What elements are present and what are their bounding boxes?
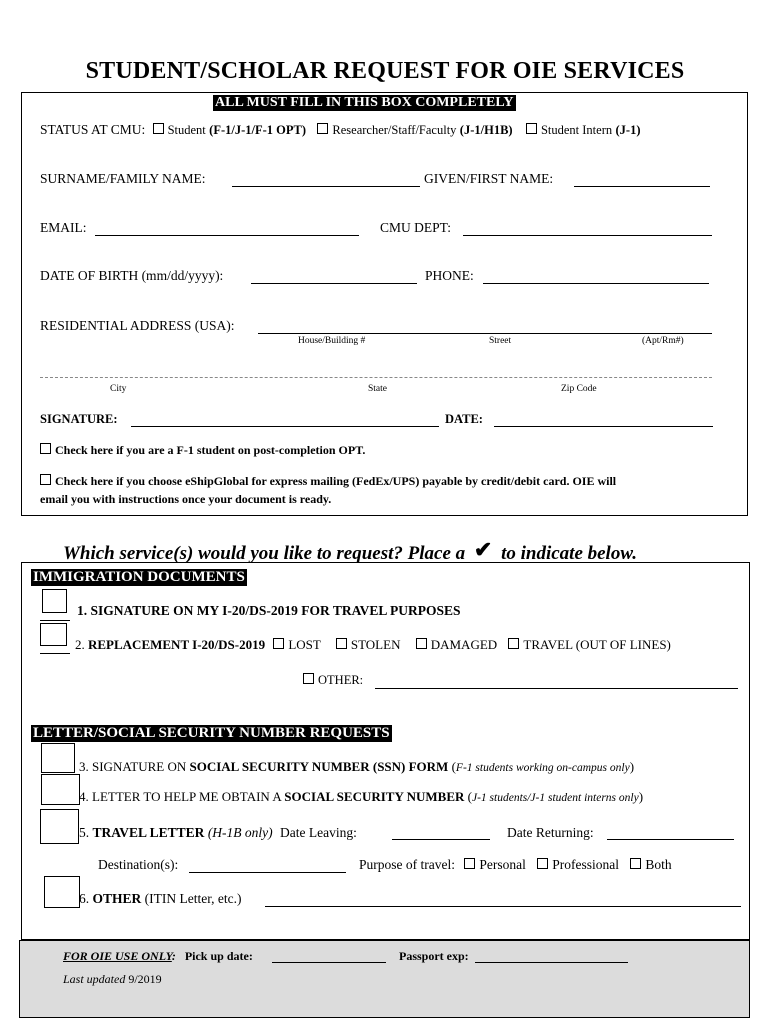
destination-field[interactable] — [189, 872, 346, 873]
item2-damaged-checkbox[interactable] — [416, 638, 427, 649]
item3-bold: SOCIAL SECURITY NUMBER (SSN) FORM — [189, 759, 449, 774]
pickup-field[interactable] — [272, 962, 386, 963]
status-student-label: Student — [167, 123, 206, 137]
item2-bold: REPLACEMENT I-20/DS-2019 — [88, 637, 266, 652]
question-text-after: to indicate below. — [501, 543, 638, 564]
opt-row — [40, 443, 365, 458]
updated-row — [63, 972, 162, 987]
item2-damaged-label: DAMAGED — [430, 637, 498, 652]
opt-checkbox[interactable] — [40, 443, 51, 454]
dob-field[interactable] — [251, 283, 417, 284]
item6-prefix: 6. — [79, 891, 90, 906]
opt-text: Check here if you are a F-1 student on post-completion OPT. — [55, 443, 366, 457]
purpose-row — [359, 857, 672, 873]
item6-bold: OTHER — [92, 891, 142, 906]
eship-text-line1: Check here if you choose eShipGlobal for express mailing (FedEx/UPS) payable by credit/debit card. OIE will — [55, 474, 617, 488]
eship-checkbox[interactable] — [40, 474, 51, 485]
date-returning-field[interactable] — [607, 839, 734, 840]
item3-paren-open: ( — [451, 759, 456, 774]
purpose-professional-checkbox[interactable] — [537, 858, 548, 869]
signature-label: SIGNATURE: — [40, 412, 118, 426]
updated-label: Last updated — [63, 972, 126, 986]
item5-row — [79, 825, 357, 841]
purpose-label: Purpose of travel: — [359, 857, 455, 872]
item2-underline — [40, 653, 70, 654]
status-intern-checkbox[interactable] — [526, 123, 537, 134]
purpose-both-checkbox[interactable] — [630, 858, 641, 869]
item2-travel-checkbox[interactable] — [508, 638, 519, 649]
other-checkbox[interactable] — [303, 673, 314, 684]
status-student-qual: (F-1/J-1/F-1 OPT) — [209, 123, 307, 137]
service-question — [63, 537, 637, 565]
purpose-both-label: Both — [645, 857, 672, 872]
destination-label: Destination(s): — [98, 857, 179, 872]
other-label: OTHER: — [318, 673, 364, 687]
office-colon: : — [171, 949, 176, 963]
item5-italic: (H-1B only) — [207, 825, 273, 840]
pickup-label: Pick up date: — [184, 949, 253, 963]
given-label: GIVEN/FIRST NAME: — [424, 171, 554, 186]
item2-travel-label: TRAVEL (OUT OF LINES) — [523, 637, 671, 652]
address-label: RESIDENTIAL ADDRESS (USA): — [40, 318, 235, 333]
item3-italic: F-1 students working on-campus only — [455, 762, 630, 774]
address-apt-caption: (Apt/Rm#) — [642, 336, 684, 346]
address-state-caption: State — [368, 384, 387, 394]
other-row — [303, 673, 363, 688]
given-field[interactable] — [574, 186, 710, 187]
date-field[interactable] — [494, 426, 713, 427]
status-intern-label: Student Intern — [540, 123, 613, 137]
date-label: DATE: — [445, 412, 483, 426]
status-researcher-checkbox[interactable] — [317, 123, 328, 134]
email-field[interactable] — [95, 235, 359, 236]
item1-text: 1. SIGNATURE ON MY I-20/DS-2019 FOR TRAVEL PURPOSES — [77, 603, 461, 618]
item4-checkbox[interactable] — [41, 774, 80, 805]
item6-field[interactable] — [265, 906, 741, 907]
status-student-checkbox[interactable] — [153, 123, 164, 134]
item6-row — [79, 891, 242, 907]
eship-row — [40, 474, 616, 489]
immigration-banner: IMMIGRATION DOCUMENTS — [33, 569, 245, 585]
item1-underline — [40, 620, 70, 621]
email-label: EMAIL: — [40, 220, 87, 235]
address-street-caption: Street — [489, 336, 512, 346]
item2-lost-checkbox[interactable] — [273, 638, 284, 649]
question-text-before: Which service(s) would you like to request? Place a — [63, 543, 466, 564]
item5-bold: TRAVEL LETTER — [92, 825, 205, 840]
signature-field[interactable] — [131, 426, 439, 427]
surname-field[interactable] — [232, 186, 420, 187]
item2-stolen-checkbox[interactable] — [336, 638, 347, 649]
letters-banner: LETTER/SOCIAL SECURITY NUMBER REQUESTS — [33, 725, 390, 741]
item1-checkbox[interactable] — [42, 589, 67, 613]
item3-row — [79, 759, 634, 775]
status-researcher-label: Researcher/Staff/Faculty — [332, 123, 457, 137]
item4-bold: SOCIAL SECURITY NUMBER — [284, 789, 465, 804]
item3-prefix: 3. SIGNATURE ON — [79, 759, 187, 774]
dept-label: CMU DEPT: — [380, 220, 451, 235]
status-label: STATUS AT CMU: — [40, 122, 146, 137]
item2-prefix: 2. — [75, 637, 85, 652]
purpose-professional-label: Professional — [552, 857, 619, 872]
item4-italic: J-1 students/J-1 student interns only — [471, 792, 639, 804]
status-intern-qual: (J-1) — [615, 123, 641, 137]
item3-checkbox[interactable] — [41, 743, 75, 773]
eship-text-line2: email you with instructions once your document is ready. — [40, 492, 332, 506]
status-row — [40, 122, 641, 138]
passport-field[interactable] — [475, 962, 628, 963]
item2-lost-label: LOST — [288, 637, 321, 652]
passport-label: Passport exp: — [399, 949, 469, 963]
address-line2-field[interactable] — [40, 377, 712, 378]
item6-rest: (ITIN Letter, etc.) — [144, 891, 242, 906]
item2-checkbox[interactable] — [40, 623, 67, 646]
item4-paren-close: ) — [638, 789, 644, 804]
item3-paren-close: ) — [629, 759, 635, 774]
office-row — [63, 949, 253, 964]
surname-label: SURNAME/FAMILY NAME: — [40, 171, 206, 186]
item2-stolen-label: STOLEN — [350, 637, 401, 652]
item2-row — [75, 637, 671, 653]
item4-prefix: 4. LETTER TO HELP ME OBTAIN A — [79, 789, 282, 804]
page-title: STUDENT/SCHOLAR REQUEST FOR OIE SERVICES — [85, 58, 685, 84]
updated-date: 9/2019 — [128, 972, 162, 986]
section1-banner: ALL MUST FILL IN THIS BOX COMPLETELY — [215, 95, 514, 110]
checkmark-icon: ✔ — [473, 537, 493, 562]
dept-field[interactable] — [463, 235, 712, 236]
purpose-personal-label: Personal — [479, 857, 526, 872]
address-line1-field[interactable] — [258, 333, 712, 334]
other-field[interactable] — [375, 688, 738, 689]
address-city-caption: City — [110, 384, 127, 394]
office-label: FOR OIE USE ONLY — [63, 949, 172, 963]
date-returning-label: Date Returning: — [507, 825, 594, 840]
item1-row — [77, 603, 461, 619]
address-house-caption: House/Building # — [298, 336, 366, 346]
phone-label: PHONE: — [425, 268, 474, 283]
item4-row — [79, 789, 643, 805]
item5-checkbox[interactable] — [40, 809, 79, 844]
phone-field[interactable] — [483, 283, 709, 284]
purpose-personal-checkbox[interactable] — [464, 858, 475, 869]
item4-paren-open: ( — [467, 789, 472, 804]
address-zip-caption: Zip Code — [561, 384, 597, 394]
date-leaving-field[interactable] — [392, 839, 490, 840]
item5-prefix: 5. — [79, 825, 90, 840]
item6-checkbox[interactable] — [44, 876, 80, 908]
dob-label: DATE OF BIRTH (mm/dd/yyyy): — [40, 268, 224, 283]
status-researcher-qual: (J-1/H1B) — [459, 123, 513, 137]
date-leaving-label: Date Leaving: — [280, 825, 357, 840]
